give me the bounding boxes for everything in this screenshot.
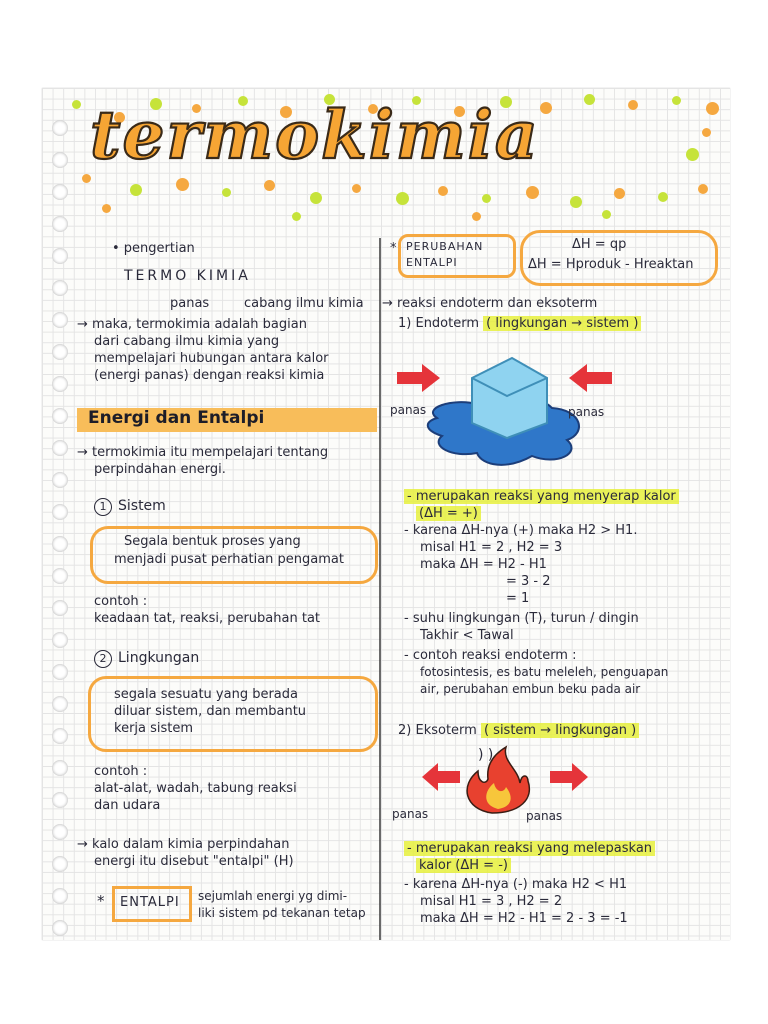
binder-hole [52,184,68,200]
ling-def-3: kerja sistem [114,721,194,736]
binder-holes [42,88,72,940]
endo-misal: misal H1 = 2 , H2 = 3 [420,540,563,555]
decorative-dot [310,192,322,204]
decorative-dot [222,188,231,197]
binder-hole [52,632,68,648]
decorative-dot [130,184,142,196]
arrow-right-icon [550,763,588,791]
binder-hole [52,408,68,424]
contoh-2-line-1: alat-alat, wadah, tabung reaksi [94,781,297,796]
decorative-dot [438,186,448,196]
endo-bullet-4a: - contoh reaksi endoterm : [404,648,577,663]
eksoterm-title: 2) Eksoterm [398,723,477,738]
binder-hole [52,600,68,616]
column-divider [379,238,381,940]
entalpi-star: * [97,892,105,910]
decorative-dot [526,186,539,199]
binder-hole [52,376,68,392]
ice-cube [472,358,547,438]
endo-calc-1: = 3 - 2 [506,574,551,589]
endo-bullet-1a: - merupakan reaksi yang menyerap kalor [404,488,679,505]
binder-hole [52,120,68,136]
binder-hole [52,152,68,168]
exo-bullet-2: - karena ΔH-nya (-) maka H2 < H1 [404,877,628,892]
energy-line-1: → termokimia itu mempelajari tentang [77,445,329,460]
decorative-dot [614,188,625,199]
binder-hole [52,568,68,584]
binder-hole [52,504,68,520]
decorative-dot [702,128,711,137]
decorative-dot [102,204,111,213]
binder-hole [52,664,68,680]
eksoterm-heading [398,722,639,739]
decorative-dot [472,212,481,221]
binder-hole [52,536,68,552]
endo-bullet-1b: (ΔH = +) [416,505,481,522]
binder-hole [52,344,68,360]
decorative-dot [264,180,275,191]
decorative-dot [482,194,491,203]
binder-hole [52,728,68,744]
endo-bullet-3a: - suhu lingkungan (T), turun / dingin [404,611,639,626]
binder-hole [52,824,68,840]
lingkungan-label: Lingkungan [118,650,200,666]
decorative-dot [706,102,719,115]
entalpi-line-2: energi itu disebut "entalpi" (H) [94,854,294,869]
perubahan-line-1: PERUBAHAN [406,240,484,253]
endo-bullet-3b: Takhir < Tawal [420,628,514,643]
formula-2: ΔH = Hproduk - Hreaktan [528,257,694,272]
sistem-heading [94,498,166,516]
decorative-dot [698,184,708,194]
binder-hole [52,856,68,872]
exo-maka: maka ΔH = H2 - H1 = 2 - 3 = -1 [420,911,628,926]
decorative-dot [602,210,611,219]
endoterm-heading [398,315,641,332]
definition-line-2: dari cabang ilmu kimia yang [94,334,280,349]
endo-bullet-2: - karena ΔH-nya (+) maka H2 > H1. [404,523,638,538]
entalpi-line-1: → kalo dalam kimia perpindahan [77,837,290,852]
entalpi-box-label: ENTALPI [120,895,180,910]
panas-label: panas [170,296,210,311]
endo-calc-2: = 1 [506,591,530,606]
entalpi-def-1: sejumlah energi yg dimi- [198,889,348,903]
energy-line-2: perpindahan energi. [94,462,226,477]
contoh-2-line-2: dan udara [94,798,161,813]
binder-hole [52,312,68,328]
perubahan-line-2: ENTALPI [406,256,458,269]
definition-line-4: (energi panas) dengan reaksi kimia [94,368,325,383]
decorative-dot [658,192,668,202]
formula-1: ΔH = qp [572,237,627,252]
sistem-label: Sistem [118,498,166,514]
decorative-dot [352,184,361,193]
lingkungan-heading [94,650,199,668]
sistem-number: 1 [94,498,112,516]
entalpi-def-2: liki sistem pd tekanan tetap [198,906,366,920]
decorative-dot [292,212,301,221]
ling-def-1: segala sesuatu yang berada [114,687,298,702]
decorative-dot [176,178,189,191]
page-title: termokimia [90,96,540,174]
binder-hole [52,216,68,232]
exo-misal: misal H1 = 3 , H2 = 2 [420,894,563,909]
reaksi-line: → reaksi endoterm dan eksoterm [382,296,598,311]
endo-bullet-4b: fotosintesis, es batu meleleh, penguapan [420,665,669,679]
contoh-1-label: contoh : [94,594,148,609]
exo-panas-right: panas [526,809,563,823]
exo-bullet-1b: kalor (ΔH = -) [416,857,511,874]
binder-hole [52,696,68,712]
eksoterm-direction: ( sistem → lingkungan ) [481,723,639,738]
binder-hole [52,792,68,808]
decorative-dot [72,100,81,109]
endoterm-direction: ( lingkungan → sistem ) [483,316,641,331]
arrow-right-icon [397,364,440,392]
ling-def-2: diluar sistem, dan membantu [114,704,307,719]
binder-hole [52,472,68,488]
perubahan-star: * [390,241,397,256]
svg-text:) ): ) ) [478,747,494,763]
binder-hole [52,248,68,264]
endo-panas-left: panas [390,403,427,417]
binder-hole [52,440,68,456]
bullet-pengertian: • pengertian [112,241,195,256]
endo-panas-right: panas [568,405,605,419]
exo-bullet-1a: - merupakan reaksi yang melepaskan [404,840,655,857]
title-lettering [82,96,692,176]
cabang-label: cabang ilmu kimia [244,296,364,311]
contoh-1-text: keadaan tat, reaksi, perubahan tat [94,611,321,626]
binder-hole [52,760,68,776]
endo-maka: maka ΔH = H2 - H1 [420,557,547,572]
endoterm-title: 1) Endoterm [398,316,480,331]
definition-line-1: → maka, termokimia adalah bagian [77,317,307,332]
decorative-dot [396,192,409,205]
binder-hole [52,888,68,904]
binder-hole [52,920,68,936]
sistem-def-2: menjadi pusat perhatian pengamat [114,552,344,567]
section-heading: Energi dan Entalpi [88,408,265,428]
sistem-def-1: Segala bentuk proses yang [124,534,301,549]
exo-panas-left: panas [392,807,429,821]
arrow-left-icon [422,763,460,791]
lingkungan-number: 2 [94,650,112,668]
termo-kimia: TERMO KIMIA [124,268,251,284]
notebook-page [42,88,730,940]
endo-bullet-4c: air, perubahan embun beku pada air [420,682,641,696]
decorative-dot [570,196,582,208]
binder-hole [52,280,68,296]
contoh-2-label: contoh : [94,764,148,779]
arrow-left-icon [569,364,612,392]
definition-line-3: mempelajari hubungan antara kalor [94,351,329,366]
